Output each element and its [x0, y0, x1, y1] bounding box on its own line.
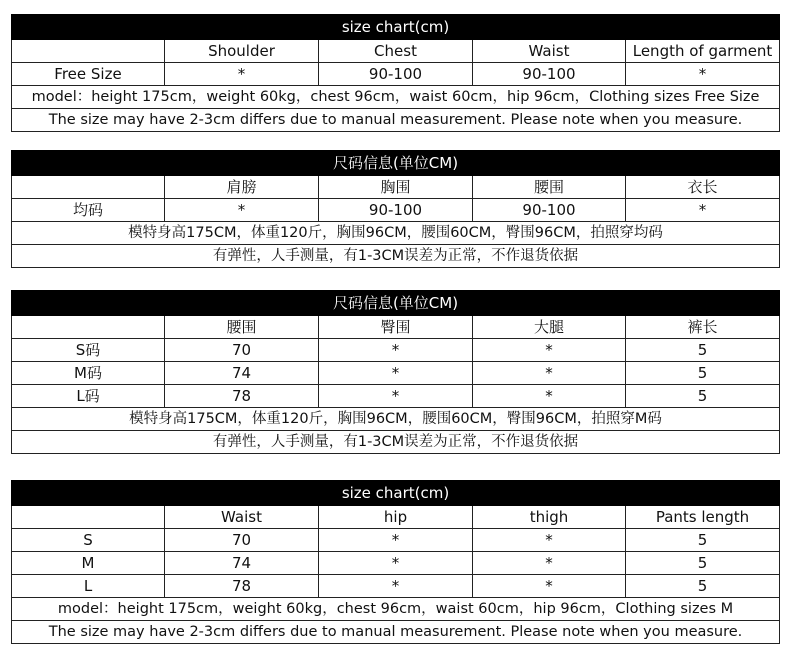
header-cell: Shoulder	[165, 40, 319, 63]
header-row	[12, 506, 780, 529]
value-cell: 74	[165, 362, 319, 385]
value-cell: *	[165, 63, 319, 86]
header-cell: 大腿	[473, 316, 626, 339]
size-cell: L码	[12, 385, 165, 408]
value-cell: 90-100	[473, 199, 626, 222]
header-cell: Waist	[165, 506, 319, 529]
value-cell: *	[319, 362, 473, 385]
header-cell: 腰围	[473, 176, 626, 199]
value-cell: *	[165, 199, 319, 222]
header-cell: 肩膀	[165, 176, 319, 199]
value-cell: 5	[626, 529, 780, 552]
model-note: model：height 175cm，weight 60kg，chest 96cm，waist 60cm，hip 96cm，Clothing sizes M	[12, 598, 780, 621]
table-row	[12, 575, 780, 598]
value-cell: *	[473, 339, 626, 362]
value-cell: 78	[165, 385, 319, 408]
value-cell: 90-100	[319, 63, 473, 86]
size-cell: S码	[12, 339, 165, 362]
header-cell: thigh	[473, 506, 626, 529]
value-cell: 5	[626, 552, 780, 575]
header-cell	[12, 506, 165, 529]
table-row	[12, 385, 780, 408]
value-cell: 70	[165, 529, 319, 552]
header-cell: Chest	[319, 40, 473, 63]
value-cell: *	[473, 362, 626, 385]
header-cell: 裤长	[626, 316, 780, 339]
value-cell: *	[319, 552, 473, 575]
header-cell	[12, 316, 165, 339]
table-title: size chart(cm)	[12, 481, 780, 506]
table-row	[12, 339, 780, 362]
value-cell: *	[626, 199, 780, 222]
value-cell: 74	[165, 552, 319, 575]
header-row	[12, 316, 780, 339]
value-cell: *	[473, 529, 626, 552]
value-cell: 5	[626, 575, 780, 598]
header-cell: Length of garment	[626, 40, 780, 63]
size-cell: S	[12, 529, 165, 552]
size-cell: M	[12, 552, 165, 575]
table-row	[12, 362, 780, 385]
header-cell: Waist	[473, 40, 626, 63]
model-note: 模特身高175CM，体重120斤，胸围96CM，腰围60CM，臀围96CM，拍照穿M码	[12, 408, 780, 431]
size-cell: M码	[12, 362, 165, 385]
header-cell: Pants length	[626, 506, 780, 529]
value-cell: 70	[165, 339, 319, 362]
value-cell: *	[473, 575, 626, 598]
measurement-note: 有弹性，人手测量，有1-3CM误差为正常，不作退货依据	[12, 245, 780, 268]
header-cell: hip	[319, 506, 473, 529]
model-note: model：height 175cm，weight 60kg，chest 96cm，waist 60cm，hip 96cm，Clothing sizes Free Size	[12, 86, 780, 109]
value-cell: *	[319, 339, 473, 362]
value-cell: 5	[626, 339, 780, 362]
value-cell: *	[473, 552, 626, 575]
header-cell: 臀围	[319, 316, 473, 339]
header-row	[12, 176, 780, 199]
value-cell: 5	[626, 362, 780, 385]
value-cell: *	[473, 385, 626, 408]
table-title: 尺码信息(单位CM)	[12, 151, 780, 176]
size-chart-table-2	[11, 150, 780, 268]
size-cell: Free Size	[12, 63, 165, 86]
size-chart-table-3	[11, 290, 780, 454]
header-row	[12, 40, 780, 63]
size-cell: L	[12, 575, 165, 598]
size-cell: 均码	[12, 199, 165, 222]
header-cell: 腰围	[165, 316, 319, 339]
header-cell: 衣长	[626, 176, 780, 199]
value-cell: *	[626, 63, 780, 86]
table-title: 尺码信息(单位CM)	[12, 291, 780, 316]
table-row	[12, 529, 780, 552]
measurement-note: The size may have 2-3cm differs due to manual measurement. Please note when you measure.	[12, 109, 780, 132]
size-chart-table-1	[11, 14, 780, 132]
table-title: size chart(cm)	[12, 15, 780, 40]
table-row	[12, 63, 780, 86]
value-cell: 78	[165, 575, 319, 598]
value-cell: *	[319, 529, 473, 552]
value-cell: 90-100	[473, 63, 626, 86]
header-cell	[12, 176, 165, 199]
table-row	[12, 199, 780, 222]
value-cell: 90-100	[319, 199, 473, 222]
value-cell: 5	[626, 385, 780, 408]
table-row	[12, 552, 780, 575]
header-cell	[12, 40, 165, 63]
measurement-note: 有弹性，人手测量，有1-3CM误差为正常，不作退货依据	[12, 431, 780, 454]
measurement-note: The size may have 2-3cm differs due to manual measurement. Please note when you measure.	[12, 621, 780, 644]
model-note: 模特身高175CM，体重120斤，胸围96CM，腰围60CM，臀围96CM，拍照穿均码	[12, 222, 780, 245]
header-cell: 胸围	[319, 176, 473, 199]
size-chart-table-4	[11, 480, 780, 644]
value-cell: *	[319, 385, 473, 408]
value-cell: *	[319, 575, 473, 598]
